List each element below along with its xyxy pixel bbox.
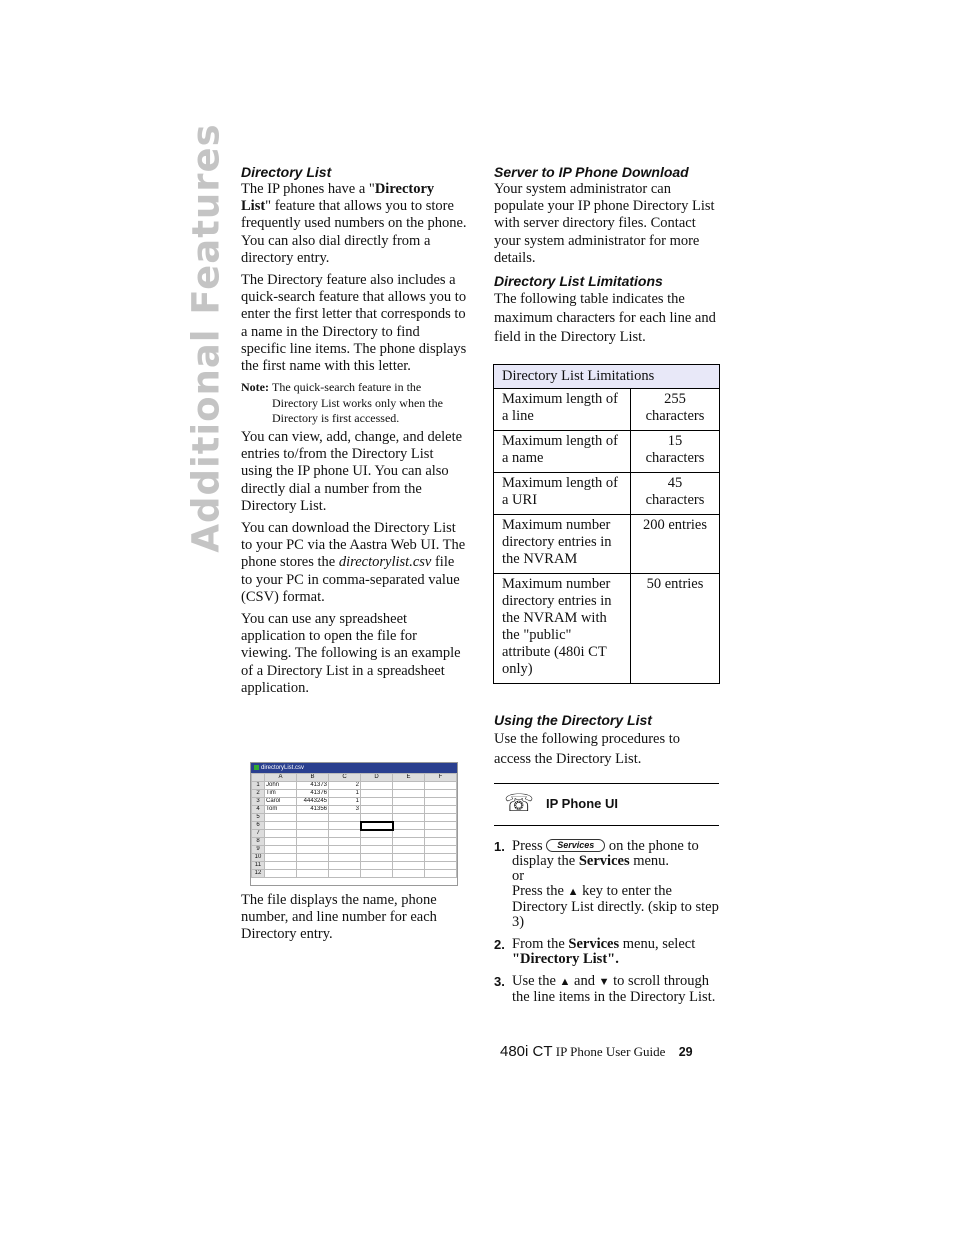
spreadsheet-cell <box>265 862 297 870</box>
spreadsheet-cell <box>425 790 457 798</box>
column-header: B <box>297 774 329 782</box>
row-number: 9 <box>252 846 265 854</box>
spreadsheet-row <box>252 846 457 854</box>
paragraph-quick-search: The Directory feature also includes a quick-search feature that allows you to enter the first letter that corresponds to a name in the Directory to find specific line items. The phone displays the first name with this letter. <box>241 272 467 375</box>
spreadsheet-cell <box>297 822 329 830</box>
note: Note: The quick-search feature in the Directory List works only when the Directory is first accessed. <box>241 380 443 426</box>
row-number: 10 <box>252 854 265 862</box>
paragraph-using: Use the following procedures to access the Directory List. <box>494 731 681 767</box>
spreadsheet-cell <box>425 870 457 878</box>
spreadsheet-cell <box>425 822 457 830</box>
spreadsheet-cell: 41376 <box>297 790 329 798</box>
spreadsheet-cell <box>297 846 329 854</box>
corner-cell <box>252 774 265 782</box>
row-number: 1 <box>252 782 265 790</box>
spreadsheet-row <box>252 854 457 862</box>
row-number: 7 <box>252 830 265 838</box>
spreadsheet-cell <box>393 814 425 822</box>
limit-label: Maximum length of a line <box>494 389 631 431</box>
spreadsheet-cell <box>265 838 297 846</box>
spreadsheet-cell <box>425 830 457 838</box>
spreadsheet-cell <box>265 814 297 822</box>
row-number: 5 <box>252 814 265 822</box>
up-arrow-key-icon: ▲ <box>559 976 571 988</box>
spreadsheet-row <box>252 814 457 822</box>
page-number: 29 <box>678 1045 693 1059</box>
step-3: 3. Use the ▲ and ▼ to scroll through the line items in the Directory List. <box>494 973 716 1005</box>
limitations-table-header: Directory List Limitations <box>494 365 720 389</box>
row-number: 12 <box>252 870 265 878</box>
limitations-row <box>494 389 720 431</box>
spreadsheet-cell: Carol <box>265 798 297 806</box>
heading-limitations: Directory List Limitations <box>494 273 663 290</box>
up-arrow-key-icon: ▲ <box>567 886 579 898</box>
spreadsheet-screenshot <box>250 762 458 886</box>
page-footer <box>500 1043 693 1060</box>
phone-icon: ☏ <box>504 791 535 817</box>
limit-label: Maximum number directory entries in the NVRAM <box>494 515 631 574</box>
spreadsheet-row <box>252 806 457 814</box>
row-number: 4 <box>252 806 265 814</box>
procedure-steps <box>494 839 720 1012</box>
spreadsheet-row <box>252 790 457 798</box>
ip-phone-ui-banner <box>494 783 719 826</box>
limit-value: 45 characters <box>631 473 720 515</box>
limitations-row <box>494 515 720 574</box>
paragraph-spreadsheet: You can use any spreadsheet application to open the file for viewing. The following is an example of a Directory List in a spreadsheet application. <box>241 611 461 696</box>
using-section <box>494 711 720 774</box>
services-key-icon: Services <box>546 839 605 852</box>
spreadsheet-cell <box>329 854 361 862</box>
spreadsheet-cell <box>329 830 361 838</box>
row-number: 11 <box>252 862 265 870</box>
spreadsheet-row <box>252 822 457 830</box>
spreadsheet-cell <box>265 830 297 838</box>
spreadsheet-cell <box>425 782 457 790</box>
paragraph-view-add: You can view, add, change, and delete entries to/from the Directory List using the IP phone UI. You can also directly dial a number from the Directory List. <box>241 429 463 514</box>
spreadsheet-cell <box>297 830 329 838</box>
spreadsheet-cell <box>361 782 393 790</box>
row-number: 3 <box>252 798 265 806</box>
spreadsheet-cell <box>265 846 297 854</box>
limitations-row <box>494 574 720 684</box>
spreadsheet-header-row <box>252 774 457 782</box>
column-header: E <box>393 774 425 782</box>
spreadsheet-cell: Tim <box>265 790 297 798</box>
spreadsheet-cell <box>265 870 297 878</box>
spreadsheet-cell <box>425 806 457 814</box>
spreadsheet-cell <box>393 862 425 870</box>
left-column <box>241 163 467 702</box>
spreadsheet-row <box>252 870 457 878</box>
heading-directory-list: Directory List <box>241 164 332 180</box>
row-number: 2 <box>252 790 265 798</box>
paragraph-download: You can download the Directory List to your PC via the Aastra Web UI. The phone stores the directorylist.csv file to your PC in comma-separated value (CSV) format. <box>241 520 466 605</box>
spreadsheet-cell <box>329 814 361 822</box>
spreadsheet-cell <box>329 862 361 870</box>
spreadsheet-cell <box>393 830 425 838</box>
row-number: 8 <box>252 838 265 846</box>
spreadsheet-cell: 3 <box>329 806 361 814</box>
spreadsheet-cell <box>393 806 425 814</box>
column-header: C <box>329 774 361 782</box>
spreadsheet-row <box>252 838 457 846</box>
paragraph-limitations: The following table indicates the maximum characters for each line and field in the Directory List. <box>494 291 716 346</box>
heading-using-directory: Using the Directory List <box>494 712 652 728</box>
spreadsheet-cell <box>361 870 393 878</box>
spreadsheet-cell <box>361 846 393 854</box>
column-header: A <box>265 774 297 782</box>
spreadsheet-cell <box>361 790 393 798</box>
sidebar-section-title: Additional Features <box>184 122 228 553</box>
spreadsheet-cell <box>265 854 297 862</box>
spreadsheet-grid <box>251 773 457 878</box>
row-number: 6 <box>252 822 265 830</box>
spreadsheet-title-bar: directoryList.csv <box>251 763 457 773</box>
spreadsheet-row <box>252 862 457 870</box>
spreadsheet-cell <box>361 806 393 814</box>
spreadsheet-cell <box>393 838 425 846</box>
spreadsheet-row <box>252 798 457 806</box>
limit-value: 50 entries <box>631 574 720 684</box>
spreadsheet-cell <box>329 838 361 846</box>
spreadsheet-cell <box>393 790 425 798</box>
spreadsheet-cell <box>297 862 329 870</box>
limit-label: Maximum length of a URI <box>494 473 631 515</box>
spreadsheet-cell: 1 <box>329 790 361 798</box>
limit-value: 255 characters <box>631 389 720 431</box>
spreadsheet-cell: Tom <box>265 806 297 814</box>
spreadsheet-cell <box>393 782 425 790</box>
limit-label: Maximum length of a name <box>494 431 631 473</box>
spreadsheet-cell <box>425 846 457 854</box>
spreadsheet-cell <box>393 798 425 806</box>
spreadsheet-cell <box>329 822 361 830</box>
column-header: D <box>361 774 393 782</box>
spreadsheet-cell <box>265 822 297 830</box>
spreadsheet-cell <box>361 814 393 822</box>
spreadsheet-cell <box>329 870 361 878</box>
spreadsheet-row <box>252 830 457 838</box>
limitations-row <box>494 473 720 515</box>
column-header: F <box>425 774 457 782</box>
spreadsheet-cell <box>393 822 425 830</box>
spreadsheet-cell <box>297 870 329 878</box>
limit-label: Maximum number directory entries in the NVRAM with the "public" attribute (480i CT only) <box>494 574 631 684</box>
left-column-bottom <box>241 892 467 949</box>
spreadsheet-cell <box>425 854 457 862</box>
limit-value: 15 characters <box>631 431 720 473</box>
spreadsheet-cell <box>393 846 425 854</box>
spreadsheet-cell <box>297 838 329 846</box>
spreadsheet-cell <box>425 862 457 870</box>
spreadsheet-cell <box>361 854 393 862</box>
guide-title: IP Phone User Guide <box>555 1044 666 1059</box>
spreadsheet-cell <box>425 838 457 846</box>
paragraph-intro: The IP phones have a "Directory List" feature that allows you to store frequently used numbers on the phone. You can also dial directly from a directory entry. <box>241 181 467 266</box>
spreadsheet-cell <box>361 798 393 806</box>
spreadsheet-cell <box>329 846 361 854</box>
ip-phone-ui-label: IP Phone UI <box>546 796 618 811</box>
down-arrow-key-icon: ▼ <box>598 976 610 988</box>
heading-server-download: Server to IP Phone Download <box>494 164 689 180</box>
spreadsheet-cell <box>361 838 393 846</box>
spreadsheet-cell <box>297 854 329 862</box>
spreadsheet-cell <box>361 822 393 830</box>
spreadsheet-cell <box>361 862 393 870</box>
step-1: 1. Press Services on the phone to display the Services menu. or Press the ▲ key to enter the Directory List directly. (skip to step 3) <box>494 838 719 930</box>
step-2: 2. From the Services menu, select "Directory List". <box>494 936 696 967</box>
paragraph-file-displays: The file displays the name, phone number, and line number for each Directory entry. <box>241 892 437 943</box>
spreadsheet-cell <box>361 830 393 838</box>
spreadsheet-cell <box>297 814 329 822</box>
limitations-table <box>493 364 720 684</box>
spreadsheet-cell: 1 <box>329 798 361 806</box>
model-name: 480i CT <box>500 1043 553 1060</box>
spreadsheet-cell: 2 <box>329 782 361 790</box>
limit-value: 200 entries <box>631 515 720 574</box>
spreadsheet-cell <box>393 870 425 878</box>
spreadsheet-cell <box>425 814 457 822</box>
spreadsheet-row <box>252 782 457 790</box>
paragraph-server: Your system administrator can populate your IP phone Directory List with server directory files. Contact your system administrator for more details. <box>494 181 715 266</box>
spreadsheet-cell <box>393 854 425 862</box>
spreadsheet-cell: 41373 <box>297 782 329 790</box>
spreadsheet-cell: 4443245 <box>297 798 329 806</box>
limitations-row <box>494 431 720 473</box>
spreadsheet-cell: 41356 <box>297 806 329 814</box>
spreadsheet-cell: John <box>265 782 297 790</box>
right-column <box>494 163 720 352</box>
spreadsheet-cell <box>425 798 457 806</box>
